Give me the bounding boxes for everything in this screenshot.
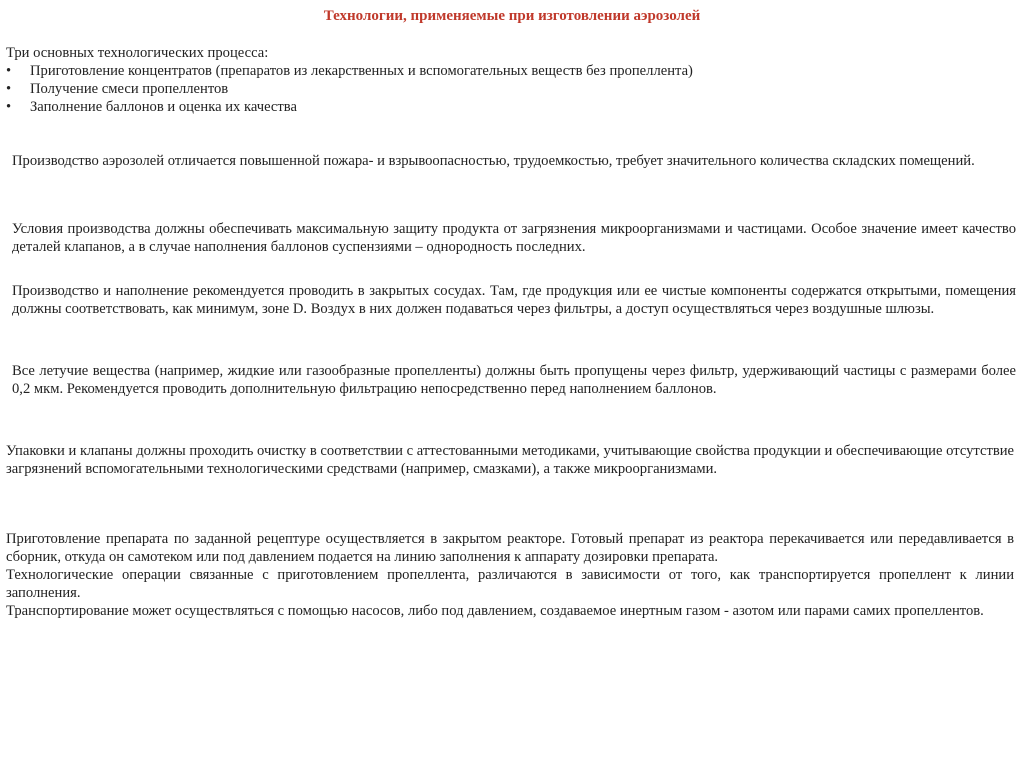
paragraph-text: Условия производства должны обеспечивать максимальную защиту продукта от загрязнения микроорганизмами и частицами. Особое значение имеет качество деталей клапанов, а в случае наполнения баллонов суспензиями – однородность последних.	[12, 221, 1016, 255]
paragraph-preparation	[6, 530, 1014, 620]
bullet-icon: •	[6, 81, 12, 97]
paragraph-conditions	[12, 220, 1016, 256]
paragraph-production	[12, 152, 1016, 170]
list-item-text: Заполнение баллонов и оценка их качества	[30, 99, 297, 115]
paragraph-text: Упаковки и клапаны должны проходить очистку в соответствии с аттестованными методиками, учитывающие свойства продукции и обеспечивающие отсутствие загрязнений вспомогательными технологическими средствами (например, смазками), а также микроорганизмами.	[6, 443, 1014, 477]
paragraph-volatile	[12, 362, 1016, 398]
paragraph-packaging	[6, 442, 1014, 478]
list-item-text: Получение смеси пропеллентов	[30, 81, 229, 97]
list-item	[6, 80, 906, 98]
paragraph-text: Приготовление препарата по заданной рецептуре осуществляется в закрытом реакторе. Готовый препарат из реактора перекачивается или передавливается в сборник, откуда он самотеком или под давлением подается на линию заполнения к аппарату дозировки препарата.	[6, 531, 1014, 565]
paragraph-text: Технологические операции связанные с приготовлением пропеллента, различаются в зависимости от того, как транспортируется пропеллент к линии заполнения.	[6, 567, 1014, 601]
paragraph-text: Все летучие вещества (например, жидкие или газообразные пропелленты) должны быть пропущены через фильтр, удерживающий частицы с размерами более 0,2 мкм. Рекомендуется проводить дополнительную фильтрацию непосредственно перед наполнением баллонов.	[12, 363, 1016, 397]
intro-block	[6, 44, 906, 116]
list-item	[6, 98, 906, 116]
paragraph-closed-vessels	[12, 282, 1016, 318]
bullet-icon: •	[6, 99, 12, 115]
bullet-icon: •	[6, 63, 12, 79]
process-list	[6, 62, 906, 116]
slide-title: Технологии, применяемые при изготовлении аэрозолей	[323, 8, 701, 24]
paragraph-text: Производство аэрозолей отличается повышенной пожара- и взрывоопасностью, трудоемкостью, требует значительного количества складских помещений.	[12, 153, 975, 169]
list-item	[6, 62, 906, 80]
paragraph-text: Транспортирование может осуществляться с помощью насосов, либо под давлением, создаваемое инертным газом - азотом или парами самих пропеллентов.	[6, 603, 984, 619]
paragraph-text: Производство и наполнение рекомендуется проводить в закрытых сосудах. Там, где продукция или ее чистые компоненты содержатся открытыми, помещения должны соответствовать, как минимум, зоне D. Воздух в них должен подаваться через фильтры, а доступ осуществляться через воздушные шлюзы.	[12, 283, 1016, 317]
list-item-text: Приготовление концентратов (препаратов из лекарственных и вспомогательных веществ без пропеллента)	[30, 63, 693, 79]
intro-heading: Три основных технологических процесса:	[6, 45, 269, 61]
